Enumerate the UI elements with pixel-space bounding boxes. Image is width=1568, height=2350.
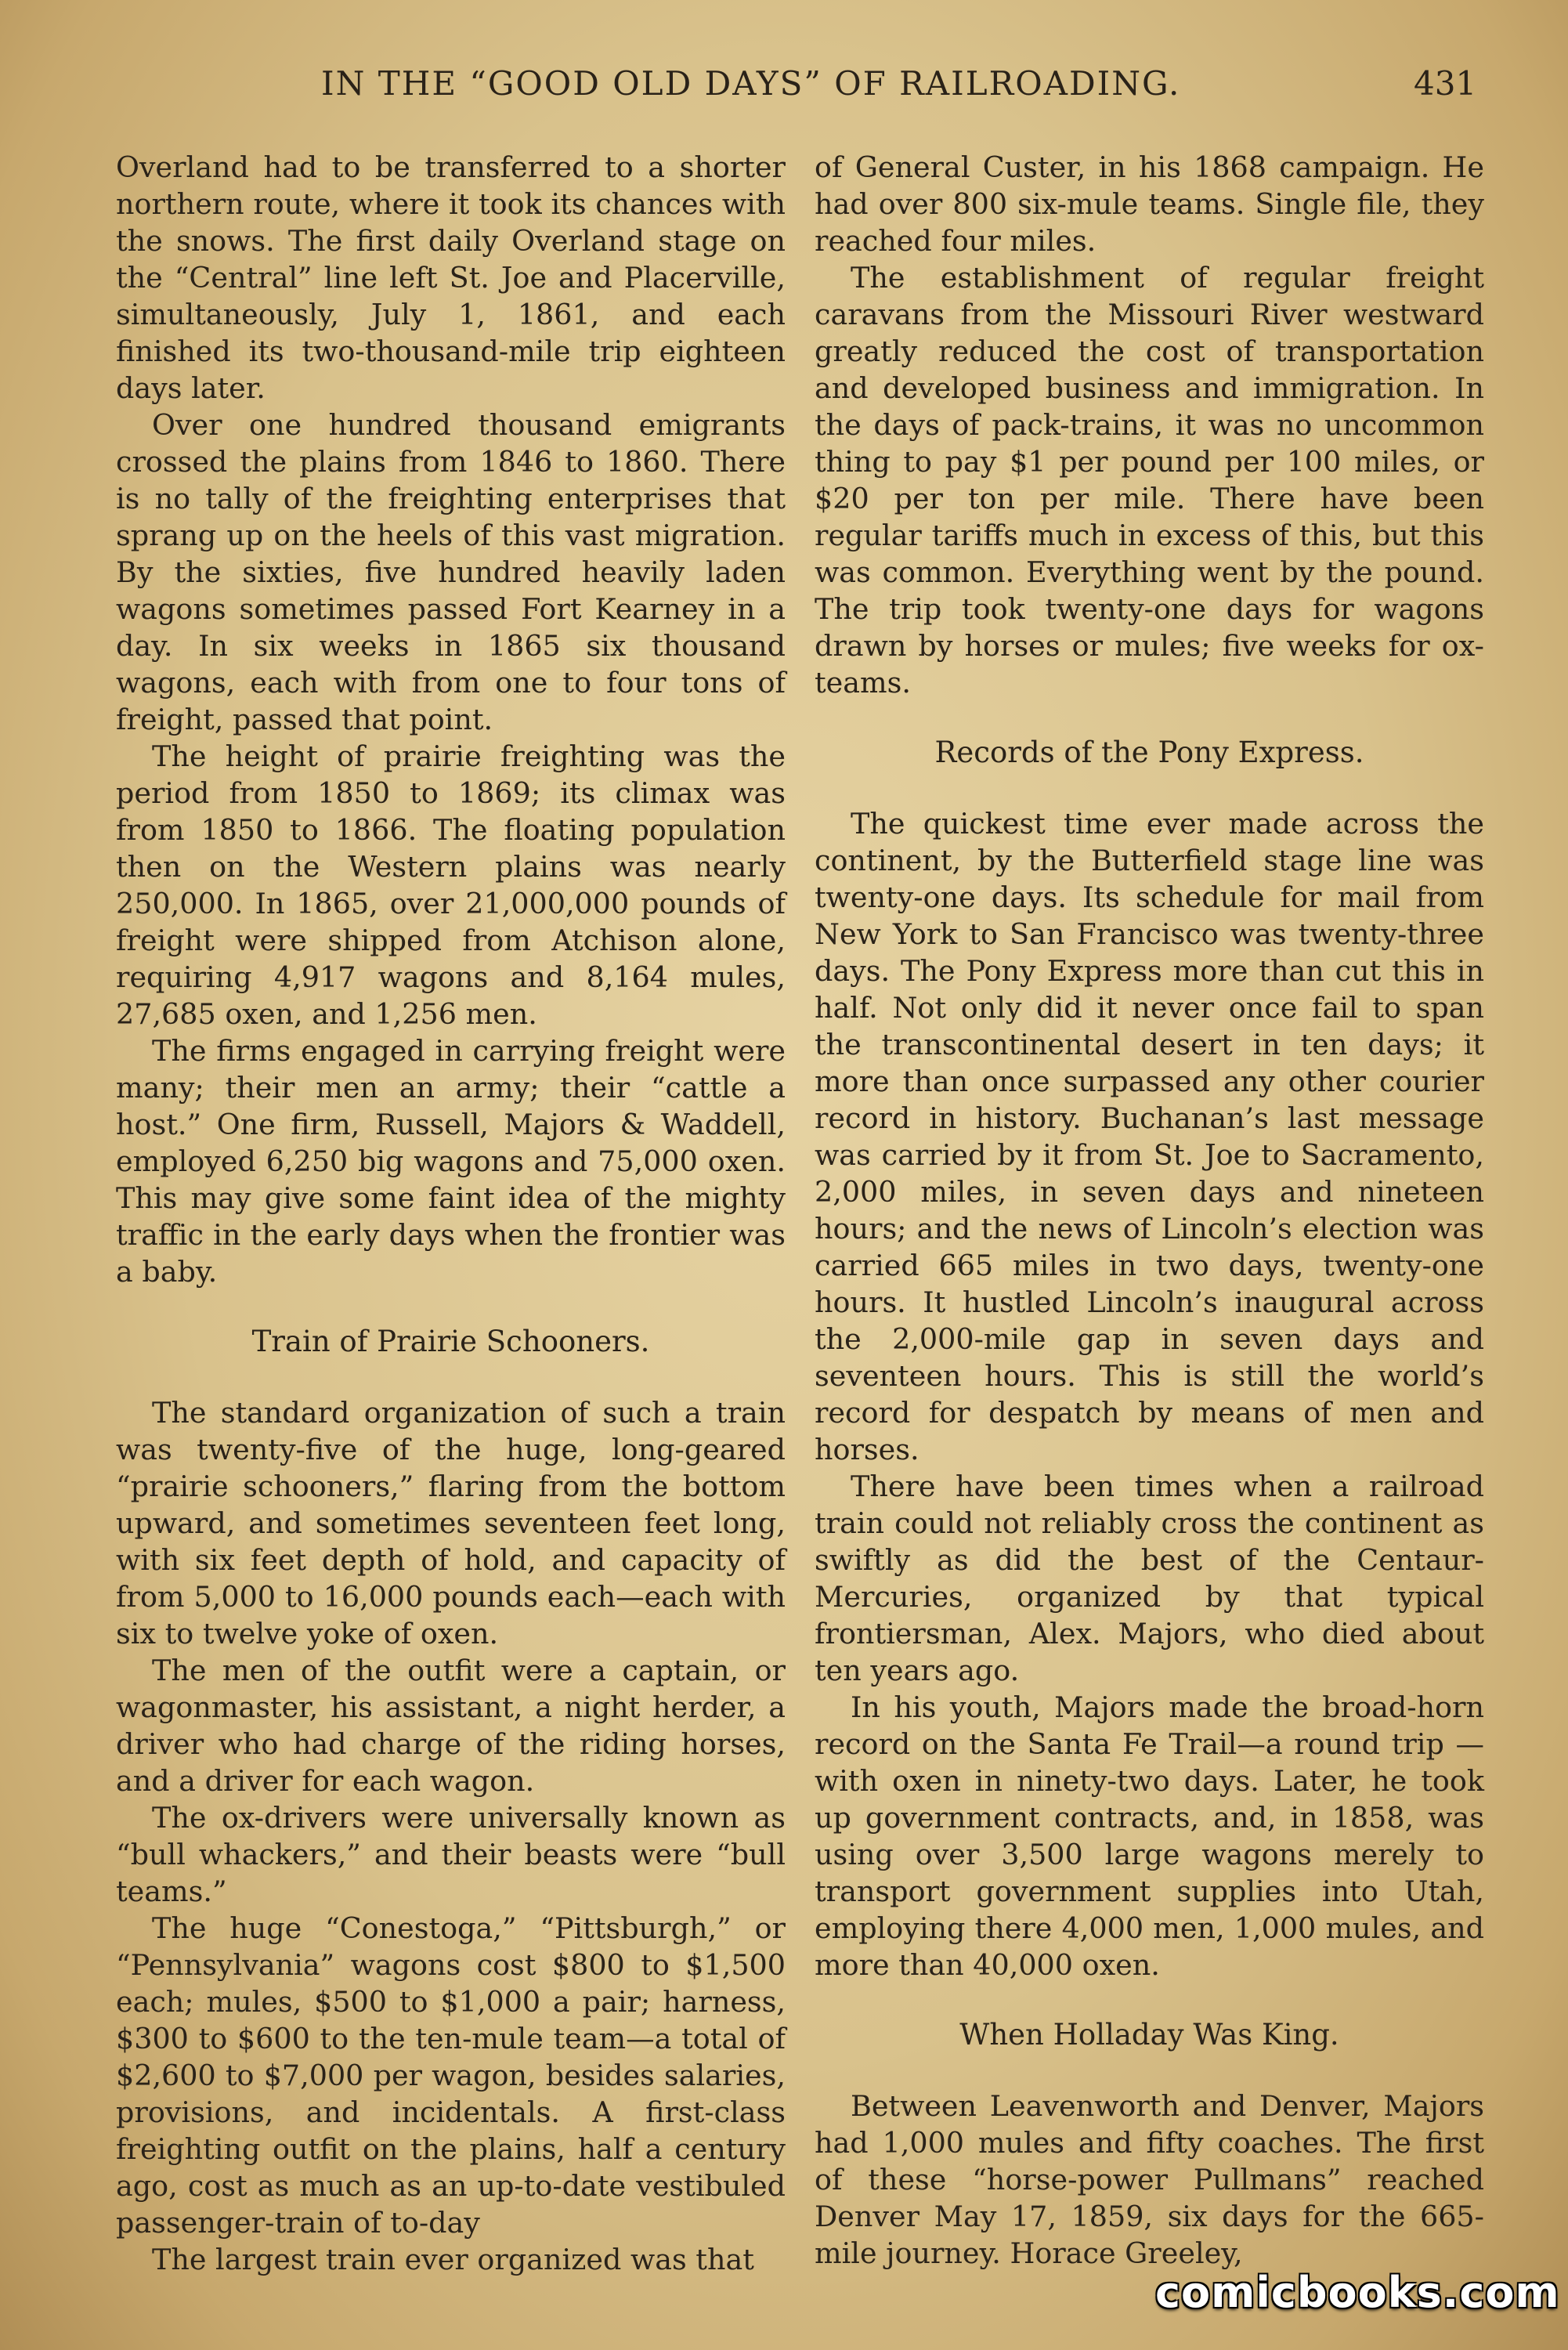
paragraph: The ox-drivers were universally known as “bull whackers,” and their beasts were “bull teams.” — [116, 1801, 786, 1908]
paragraph: Overland had to be transferred to a shorter northern route, where it took its chances with the snows. The first daily Overland stage on the “Central” line left St. Joe and Placerville, simultaneously, July 1, 1861, and each finished its two-thousand-mile trip eighteen days later. — [116, 150, 786, 405]
paragraph: The height of prairie freighting was the period from 1850 to 1869; its climax was from 1850 to 1866. The floating population then on the Western plains was nearly 250,000. In 1865, over 21,000,000 pounds of freight were shipped from Atchison alone, requiring 4,917 wagons and 8,164 mules, 27,685 oxen, and 1,256 men. — [116, 739, 786, 1031]
section-heading-prairie-schooners: Train of Prairie Schooners. — [251, 1325, 650, 1358]
section-heading-holladay: When Holladay Was King. — [959, 2018, 1339, 2052]
running-head: IN THE “GOOD OLD DAYS” OF RAILROADING. — [321, 64, 1181, 103]
paragraph: Over one hundred thousand emigrants crossed the plains from 1846 to 1860. There is no tally of the freighting enterprises that sprang up on the heels of this vast migration. By the sixties, five hundred heavily laden wagons sometimes passed Fort Kearney in a day. In six weeks in 1865 six thousand wagons, each with from one to four tons of freight, passed that point. — [116, 408, 786, 736]
paragraph: The firms engaged in carrying freight were many; their men an army; their “cattle a host.” One firm, Russell, Majors & Waddell, employed 6,250 big wagons and 75,000 oxen. This may give some faint idea of the mighty traffic in the early days when the frontier was a baby. — [116, 1034, 786, 1289]
page-number: 431 — [1414, 64, 1477, 103]
watermark-logo: comicbooks.com — [1155, 2268, 1560, 2317]
paragraph: Between Leavenworth and Denver, Majors had 1,000 mules and fifty coaches. The first of these “horse-power Pullmans” reached Denver May 17, 1859, six days for the 665-mile journey. Horace Greeley, — [815, 2089, 1484, 2270]
paragraph: In his youth, Majors made the broad-horn record on the Santa Fe Trail—a round trip —with oxen in ninety-two days. Later, he took up government contracts, and, in 1858, was using over 3,500 large wagons merely to transport government supplies into Utah, employing there 4,000 men, 1,000 mules, and more than 40,000 oxen. — [815, 1690, 1484, 1982]
paragraph: The establishment of regular freight caravans from the Missouri River westward greatly reduced the cost of transportation and developed business and immigration. In the days of pack-trains, it was no uncommon thing to pay $1 per pound per 100 miles, or $20 per ton per mile. There have been regular tariffs much in excess of this, but this was common. Everything went by the pound. The trip took twenty-one days for wagons drawn by horses or mules; five weeks for ox-teams. — [815, 261, 1484, 700]
paragraph: There have been times when a railroad train could not reliably cross the continent as swiftly as did the best of the Centaur-Mercuries, organized by that typical frontiersman, Alex. Majors, who died about ten years ago. — [815, 1470, 1484, 1687]
paragraph: The standard organization of such a train was twenty-five of the huge, long-geared “prairie schooners,” flaring from the bottom upward, and sometimes seventeen feet long, with six feet depth of hold, and capacity of from 5,000 to 16,000 pounds each—each with six to twelve yoke of oxen. — [116, 1396, 786, 1650]
page-header — [0, 64, 1568, 111]
paragraph: The men of the outfit were a captain, or wagonmaster, his assistant, a night herder, a driver who had charge of the riding horses, and a driver for each wagon. — [116, 1654, 786, 1798]
section-heading-pony-express: Records of the Pony Express. — [934, 736, 1364, 769]
paragraph: The huge “Conestoga,” “Pittsburgh,” or “Pennsylvania” wagons cost $800 to $1,500 each; mules, $500 to $1,000 a pair; harness, $300 to $600 to the ten-mule team—a total of $2,600 to $7,000 per wagon, besides salaries, provisions, and incidentals. A first-class freighting outfit on the plains, half a century ago, cost as much as an up-to-date vestibuled passenger-train of to-day — [116, 1911, 786, 2240]
right-column — [815, 149, 1484, 2272]
paragraph: The quickest time ever made across the continent, by the Butterfield stage line was twenty-one days. Its schedule for mail from New York to San Francisco was twenty-three days. The Pony Express more than cut this in half. Not only did it never once fail to span the transcontinental desert in ten days; it more than once surpassed any other courier record in history. Buchanan’s last message was carried by it from St. Joe to Sacramento, 2,000 miles, in seven days and nineteen hours; and the news of Lincoln’s election was carried 665 miles in two days, twenty-one hours. It hustled Lincoln’s inaugural across the 2,000-mile gap in seven days and seventeen hours. This is still the world’s record for despatch by means of men and horses. — [815, 807, 1484, 1466]
paragraph: The largest train ever organized was that — [152, 2243, 754, 2276]
left-column — [116, 149, 786, 2278]
paragraph: of General Custer, in his 1868 campaign. He had over 800 six-mule teams. Single file, they reached four miles. — [815, 150, 1484, 258]
